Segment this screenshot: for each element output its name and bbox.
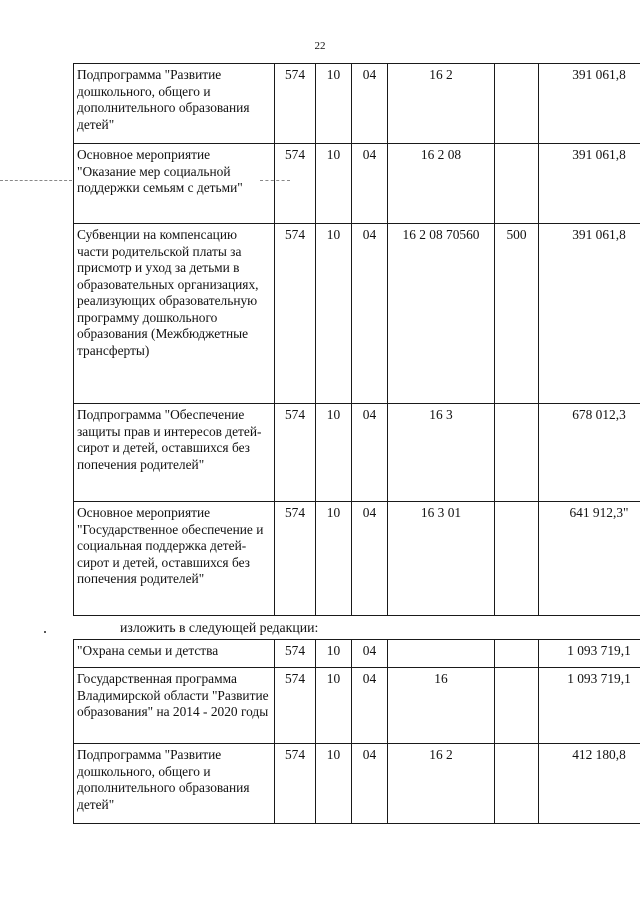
subsection-cell: 04 [352,144,388,224]
amount-cell: 678 012,3 [539,404,640,502]
amount-cell: 391 061,8 [539,144,640,224]
row-name-cell: Основное мероприятие "Государственное обеспечение и социальная поддержка детей-сирот и детей, оставшихся без попечения родителей" [74,502,275,616]
admin-code-cell: 574 [275,744,316,824]
subsection-cell: 04 [352,64,388,144]
row-name-cell: Государственная программа Владимирской области "Развитие образования" на 2014 - 2020 годы [74,668,275,744]
section-cell: 10 [316,744,352,824]
subsection-cell: 04 [352,640,388,668]
subsection-cell: 04 [352,404,388,502]
subsection-cell: 04 [352,744,388,824]
target-article-cell: 16 2 [388,744,495,824]
table-row [74,640,640,668]
instruction-text: изложить в следующей редакции: [120,620,319,635]
admin-code-cell: 574 [275,404,316,502]
row-name-cell: Субвенции на компенсацию части родительской платы за присмотр и уход за детьми в образовательных организациях, реализующих образовательную программу дошкольного образования (Межбюджетные трансферты) [74,224,275,404]
section-cell: 10 [316,64,352,144]
admin-code-cell: 574 [275,64,316,144]
expense-type-cell [495,640,539,668]
page-number: 22 [314,40,326,52]
target-article-cell [388,640,495,668]
expense-type-cell [495,64,539,144]
target-article-cell: 16 [388,668,495,744]
subsection-cell: 04 [352,224,388,404]
row-name-cell: "Охрана семьи и детства [74,640,275,668]
expense-type-cell [495,502,539,616]
amount-cell: 412 180,8 [539,744,640,824]
target-article-cell: 16 2 08 [388,144,495,224]
expense-type-cell [495,668,539,744]
amount-cell: 391 061,8 [539,64,640,144]
admin-code-cell: 574 [275,224,316,404]
amount-cell: 641 912,3" [539,502,640,616]
expense-type-cell [495,144,539,224]
row-name-cell: Подпрограмма "Развитие дошкольного, общего и дополнительного образования детей" [74,744,275,824]
target-article-cell: 16 3 01 [388,502,495,616]
old-table-body [74,64,640,616]
target-article-cell: 16 3 [388,404,495,502]
admin-code-cell: 574 [275,640,316,668]
table-row [74,144,640,224]
expense-type-cell: 500 [495,224,539,404]
table-row [74,502,640,616]
subsection-cell: 04 [352,502,388,616]
admin-code-cell: 574 [275,668,316,744]
scan-artifact-line [0,180,72,181]
section-cell: 10 [316,224,352,404]
section-cell: 10 [316,144,352,224]
table-row [74,668,640,744]
table-row [74,224,640,404]
section-cell: 10 [316,404,352,502]
budget-table-old [73,63,640,616]
subsection-cell: 04 [352,668,388,744]
amount-cell: 1 093 719,1 [539,640,640,668]
target-article-cell: 16 2 [388,64,495,144]
section-cell: 10 [316,668,352,744]
row-name-cell: Подпрограмма "Обеспечение защиты прав и интересов детей-сирот и детей, оставшихся без попечения родителей" [74,404,275,502]
row-name-cell: Основное мероприятие "Оказание мер социальной поддержки семьям с детьми" [74,144,275,224]
table-row [74,64,640,144]
amount-cell: 391 061,8 [539,224,640,404]
section-cell: 10 [316,502,352,616]
row-name-cell: Подпрограмма "Развитие дошкольного, общего и дополнительного образования детей" [74,64,275,144]
budget-table-new [73,639,640,824]
expense-type-cell [495,404,539,502]
section-cell: 10 [316,640,352,668]
scan-dot [44,631,46,633]
new-table-body [74,640,640,824]
admin-code-cell: 574 [275,144,316,224]
table-row [74,744,640,824]
expense-type-cell [495,744,539,824]
amount-cell: 1 093 719,1 [539,668,640,744]
target-article-cell: 16 2 08 70560 [388,224,495,404]
table-row [74,404,640,502]
admin-code-cell: 574 [275,502,316,616]
